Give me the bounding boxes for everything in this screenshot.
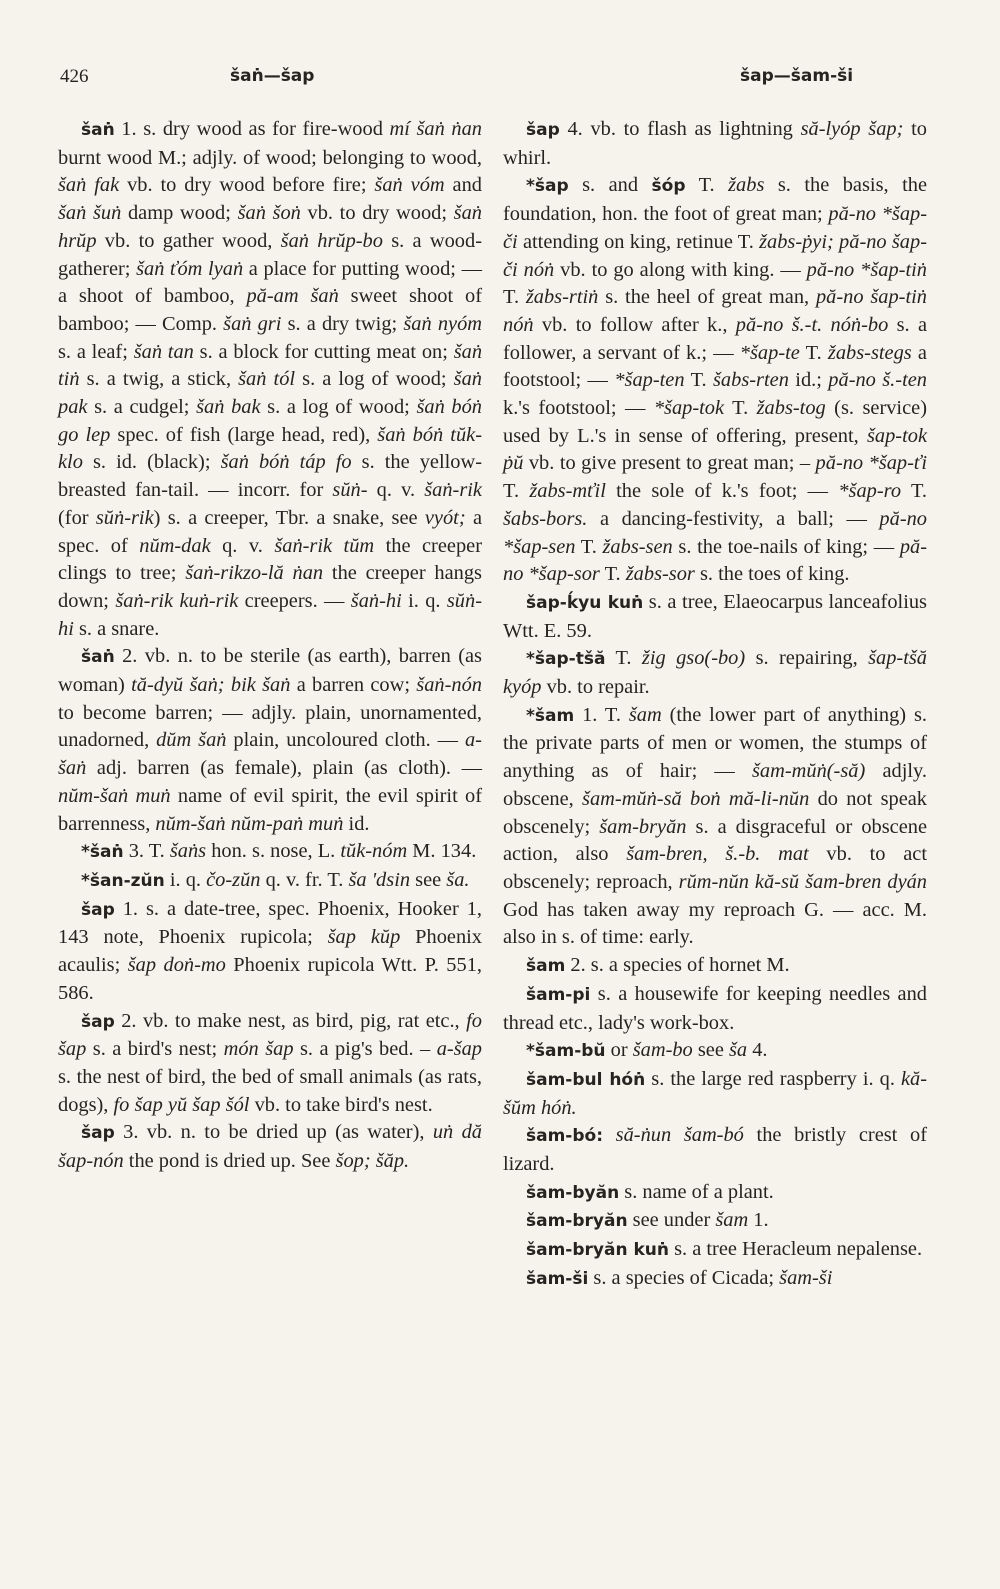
italic-term: šaṅ šoṅ	[237, 202, 301, 225]
headword: šam-ši	[526, 1268, 589, 1289]
entry-text: s. the toes of king.	[694, 563, 850, 586]
entry-text: k.'s footstool; —	[503, 397, 654, 420]
entry-text: T.	[724, 397, 757, 420]
italic-term: *šap-ro	[838, 480, 902, 503]
entry-text: s. a pig's bed. –	[293, 1038, 437, 1061]
dictionary-entry	[503, 116, 927, 172]
entry-text: M. 134.	[407, 840, 477, 863]
italic-term: šap-tšă kyóp	[503, 647, 927, 699]
dictionary-entry	[58, 1119, 482, 1175]
entry-text: vb. to follow after k.,	[533, 313, 736, 336]
entry-text: do not speak obscenely;	[503, 787, 927, 838]
entry-text: s. the yellow-breasted fan-tail. — incorr. for	[58, 451, 482, 502]
headword: šap	[81, 1011, 115, 1032]
dictionary-entry	[58, 643, 482, 838]
italic-term: šam-bryăn	[599, 815, 687, 838]
italic-term: kă-šŭm hóṅ.	[503, 1067, 927, 1119]
entry-text: q. v.	[367, 479, 425, 502]
right-column	[503, 116, 927, 1294]
entry-text: a footstool; —	[503, 341, 927, 392]
entry-text: id.	[343, 812, 370, 835]
italic-term: pă-no šap-tiṅ nóṅ	[503, 286, 928, 336]
entry-text: (for	[58, 506, 96, 529]
headword: *šap-tšă	[526, 649, 606, 670]
entry-text: to become barren; — adjly. plain, unornamented, unadorned,	[58, 701, 482, 752]
entry-text: adj. barren (as female), plain (as cloth). —	[86, 757, 482, 780]
entry-text: vb. to act obscenely; reproach,	[503, 843, 927, 893]
italic-term: žabs-rtiṅ	[525, 286, 599, 309]
italic-term: tă-dyŭ šaṅ; bik šaṅ	[131, 674, 291, 697]
entry-text: the creeper hangs down;	[58, 562, 482, 612]
dictionary-entry	[503, 1207, 927, 1236]
entry-text: s. repairing,	[745, 647, 869, 670]
entry-text: i. q.	[401, 589, 447, 612]
headword: *šam-bŭ	[526, 1041, 606, 1062]
entry-text: T.	[575, 535, 603, 558]
dictionary-entry	[503, 1265, 927, 1294]
italic-term: tŭk-nóm	[340, 840, 408, 863]
left-running-head: šaṅ—šap	[230, 66, 315, 86]
headword: šaṅ	[81, 647, 115, 668]
entry-text: s. a tree, Elaeocarpus lanceafolius Wtt. E. 59.	[503, 590, 927, 642]
entry-text: 1. s. dry wood as for fire-wood	[114, 118, 390, 140]
entry-text: T.	[684, 369, 713, 392]
italic-term: šaṅ-rikzo-lă ṅan	[185, 562, 324, 585]
entry-text: (s. service) used by L.'s in sense of offering, present,	[503, 397, 927, 447]
italic-term: šaṅ fak	[58, 174, 120, 197]
italic-term: šam-mŭṅ-să boṅ mă-li-nŭn	[582, 787, 810, 810]
entry-text: a place for putting wood; — a shoot of bamboo,	[58, 257, 482, 308]
dictionary-entry	[503, 589, 927, 645]
italic-term: pă-am šaṅ	[246, 285, 339, 308]
italic-term: a-šaṅ	[58, 729, 482, 780]
headword: šaṅ	[81, 120, 115, 140]
entry-text: s. a housewife for keeping needles and thread etc., lady's work-box.	[503, 982, 927, 1034]
italic-term: šaṅ tan	[133, 340, 194, 363]
entry-text: s. the toe-nails of king; —	[672, 535, 900, 558]
entry-text: i. q.	[164, 868, 207, 891]
italic-term: šam-bo	[632, 1039, 693, 1062]
entry-text: 1. T.	[574, 703, 629, 726]
italic-term: žabs-mťil	[529, 480, 606, 503]
italic-term: šap-tok ṗŭ	[503, 424, 927, 475]
entry-text: 4.	[747, 1039, 768, 1062]
italic-term: šaṅs	[169, 840, 207, 863]
entry-text: s. the large red raspberry i. q.	[645, 1067, 901, 1090]
italic-term: šam-bren, š.-b. mat	[626, 843, 809, 866]
entry-text: 1. s. a date-tree, spec. Phoenix, Hooker 1, 143 note, Phoenix rupicola;	[58, 897, 482, 949]
entry-text: 2. vb. to make nest, as bird, pig, rat etc.,	[114, 1009, 467, 1032]
dictionary-entry	[503, 702, 927, 952]
entry-text: a barren cow;	[290, 674, 417, 697]
headword: šap-ḱyu kuṅ	[526, 592, 644, 613]
entry-text: vb. to go along with king. —	[554, 258, 807, 281]
italic-term: šam-mŭṅ(-să)	[752, 760, 866, 783]
entry-text: s. the nest of bird, the bed of small animals (as rats, dogs),	[58, 1065, 482, 1116]
headword: šam-bul hóṅ	[526, 1069, 646, 1090]
entry-text: vb. to gather wood,	[96, 229, 281, 252]
italic-term: pă-no š.-t. nóṅ-bo	[735, 313, 889, 336]
entry-text: s. a block for cutting meat on;	[193, 340, 454, 363]
entry-text: 3. T.	[123, 840, 170, 863]
dictionary-entry	[503, 981, 927, 1037]
headword: *šaṅ	[81, 842, 124, 863]
italic-term: šaṅ-rik kuṅ-rik	[115, 589, 239, 612]
dictionary-entry	[503, 1037, 927, 1066]
entry-text: T.	[901, 480, 927, 503]
italic-term: šabs-bors.	[503, 507, 588, 530]
entry-text: attending on king, retinue T.	[517, 230, 760, 253]
entry-text: burnt wood M.; adjly. of wood; belonging to wood,	[58, 146, 482, 169]
italic-term: šaṅ bóṅ go lep	[58, 396, 482, 446]
italic-term: pă-no *šap-ťi	[815, 452, 927, 475]
entry-text: vb. to repair.	[541, 676, 650, 699]
entry-text: Phoenix acaulis;	[58, 926, 482, 977]
italic-term: šaṅ ťóm lyaṅ	[136, 257, 244, 280]
entry-text: s. a wood-gatherer;	[58, 229, 482, 280]
entry-text: vb. to dry wood before fire;	[119, 174, 375, 197]
entry-text: the sole of k.'s foot; —	[605, 480, 839, 503]
entry-text: T.	[503, 286, 526, 309]
italic-term: sŭṅ-rik	[95, 506, 154, 529]
italic-term: žabs-tog	[756, 397, 826, 420]
entry-text: q. v.	[210, 534, 275, 557]
italic-term: šap doṅ-mo	[127, 954, 226, 977]
entry-text: s. name of a plant.	[619, 1180, 774, 1203]
entry-text: s. a bird's nest;	[86, 1038, 224, 1061]
dictionary-entry	[503, 952, 927, 981]
entry-text	[603, 1124, 616, 1146]
italic-term: vyót;	[424, 506, 466, 529]
entry-text: q. v. fr. T.	[260, 868, 349, 891]
entry-text: T.	[599, 563, 626, 586]
italic-term: žabs-ṗyi; pă-no šap-či nóṅ	[503, 230, 927, 281]
entry-text: s. a log of wood;	[295, 368, 454, 391]
italic-term: šaṅ vóm	[374, 174, 445, 197]
entry-text: adjly. obscene,	[503, 760, 927, 810]
italic-term: ša	[729, 1039, 748, 1062]
right-running-head: šap—šam-ši	[740, 66, 854, 86]
italic-term: šaṅ-rik tŭm	[274, 534, 375, 557]
dictionary-entry	[503, 645, 927, 701]
entry-text: (the lower part of anything) s. the private parts of men or women, the stumps of anything as of hair; —	[503, 703, 927, 783]
entry-text: 4. vb. to flash as lightning	[559, 118, 801, 140]
headword: šam-bó:	[526, 1126, 604, 1147]
italic-term: a-šap	[436, 1038, 482, 1061]
entry-text: s. a disgraceful or obscene action, also	[503, 815, 928, 866]
italic-term: nŭm-šaṅ muṅ	[58, 784, 171, 807]
italic-term: žabs-stegs	[827, 341, 912, 364]
entry-text: s. a dry twig;	[281, 312, 404, 335]
entry-text: the creeper clings to tree;	[58, 534, 482, 585]
entry-text: the pond is dried up. See	[123, 1150, 336, 1173]
italic-term: *šap-tok	[653, 397, 725, 420]
italic-term: rŭm-nŭn kă-sŭ šam-bren dyán	[678, 870, 928, 893]
entry-text: s. a snare.	[73, 617, 160, 640]
italic-term: šam-ši	[779, 1266, 833, 1289]
headword: šóp	[651, 176, 686, 197]
italic-term: ša.	[446, 868, 470, 891]
italic-term: món šap	[223, 1038, 294, 1061]
italic-term: dŭm šaṅ	[156, 729, 227, 752]
entry-text: name of evil spirit, the evil spirit of barrenness,	[58, 784, 483, 835]
italic-term: žabs-sen	[602, 535, 673, 558]
italic-term: šaṅ hrŭp	[58, 202, 482, 252]
italic-term: šabs-rten	[713, 369, 789, 392]
entry-text: the bristly crest of lizard.	[503, 1124, 927, 1176]
italic-term: *šap-ten	[614, 369, 685, 392]
dictionary-entry	[503, 172, 927, 589]
dictionary-entry	[503, 1179, 927, 1208]
entry-text: T.	[799, 341, 828, 364]
headword: šap	[81, 1123, 115, 1144]
headword: *šap	[526, 176, 569, 197]
italic-term: šap kŭp	[327, 926, 401, 949]
entry-text: s. a species of Cicada;	[588, 1266, 780, 1289]
entry-text: T.	[605, 647, 642, 670]
entry-text: s. a leaf;	[58, 340, 134, 363]
italic-term: žabs-sor	[625, 563, 695, 586]
headword: šam-bryăn kuṅ	[526, 1240, 669, 1261]
dictionary-entry	[58, 116, 482, 643]
entry-text: or	[605, 1039, 633, 1062]
italic-term: pă-no *šap-tiṅ	[806, 258, 927, 281]
italic-term: šaṅ-nón	[416, 674, 482, 697]
entry-text: and	[444, 174, 482, 197]
italic-term: pă-no *šap-sor	[503, 535, 927, 586]
headword: *šan-zŭn	[81, 870, 165, 891]
entry-text: s. id. (black);	[82, 451, 221, 474]
entry-text: see	[410, 868, 447, 891]
entry-text: T.	[503, 480, 530, 503]
entry-text: hon. s. nose, L.	[206, 840, 341, 863]
italic-term: čo-zŭn	[206, 868, 261, 891]
entry-text: 1.	[748, 1209, 769, 1232]
italic-term: žabs	[728, 174, 765, 197]
italic-term: šaṅ tiṅ	[58, 340, 483, 391]
italic-term: šaṅ-rik	[424, 479, 482, 502]
entry-text: s. a log of wood;	[260, 396, 417, 419]
italic-term: šaṅ bóṅ tŭk-klo	[58, 423, 482, 474]
entry-text: God has taken away my reproach G. — acc. M. also in s. of time: early.	[503, 898, 927, 949]
entry-text: creepers. —	[238, 589, 351, 612]
entry-text: 3. vb. n. to be dried up (as water),	[114, 1121, 433, 1144]
italic-term: šaṅ šuṅ	[58, 202, 122, 225]
italic-term: šaṅ-hi	[350, 589, 402, 612]
italic-term: žig gso(-bo)	[641, 647, 746, 670]
entry-text: 2. s. a species of hornet M.	[565, 954, 790, 977]
headword: šap	[526, 120, 560, 140]
left-column	[58, 116, 482, 1176]
entry-text: ) s. a creeper, Tbr. a snake, see	[153, 506, 425, 529]
headword: šam-pi	[526, 984, 591, 1005]
entry-text: T.	[685, 174, 729, 197]
italic-term: šaṅ hrŭp-bo	[280, 229, 383, 252]
entry-text: to whirl.	[503, 118, 927, 169]
italic-term: nŭm-šaṅ nŭm-paṅ muṅ	[155, 812, 344, 835]
italic-term: šaṅ pak	[58, 368, 482, 419]
entry-text: s. a cudgel;	[87, 396, 197, 419]
headword: *šam	[526, 705, 575, 726]
page-number: 426	[60, 66, 89, 87]
italic-term: pă-no *šap-sen	[503, 507, 927, 558]
headword: šam-byăn	[526, 1182, 620, 1203]
entry-text: vb. to dry wood;	[300, 202, 454, 225]
dictionary-entry	[58, 1008, 482, 1120]
entry-text: s. a twig, a stick,	[79, 368, 239, 391]
italic-term: ša 'dsin	[348, 868, 411, 891]
headword: šam-bryăn	[526, 1211, 628, 1232]
entry-text: a spec. of	[58, 506, 482, 557]
entry-text: Phoenix rupicola Wtt. P. 551, 586.	[58, 954, 482, 1004]
dictionary-entry	[58, 867, 482, 896]
dictionary-entry	[503, 1236, 927, 1265]
italic-term: pă-no š.-ten	[828, 369, 927, 392]
entry-text: a dancing-festivity, a ball; —	[587, 507, 880, 530]
italic-term: sŭṅ-	[332, 479, 368, 502]
dictionary-entry	[58, 896, 482, 1008]
running-header	[60, 66, 940, 96]
entry-text: damp wood;	[121, 202, 238, 225]
entry-text: spec. of fish (large head, red),	[110, 423, 378, 446]
entry-text: s. a tree Heracleum nepalense.	[669, 1238, 923, 1261]
italic-term: sŭṅ-hi	[58, 589, 482, 640]
entry-text: s. the basis, the foundation, hon. the foot of great man;	[503, 174, 927, 226]
entry-text: s. and	[568, 174, 652, 197]
dictionary-entry	[503, 1066, 927, 1122]
entry-text: plain, uncoloured cloth. —	[226, 729, 465, 752]
entry-text: s. the heel of great man,	[598, 286, 816, 309]
entry-text: see under	[627, 1209, 716, 1232]
italic-term: šop; šăp.	[335, 1150, 410, 1173]
dictionary-entry	[503, 1122, 927, 1178]
italic-term: să-lyóp šap;	[800, 118, 904, 140]
entry-text: see	[692, 1039, 729, 1062]
italic-term: šaṅ tól	[238, 368, 296, 391]
italic-term: šam	[715, 1209, 749, 1232]
italic-term: mí šaṅ ṅan	[389, 118, 483, 140]
italic-term: fo šap yŭ šap šól	[113, 1093, 250, 1116]
headword: šam	[526, 956, 566, 977]
entry-text: 2. vb. n. to be sterile (as earth), barren (as woman)	[58, 645, 482, 697]
italic-term: šaṅ bak	[196, 396, 261, 419]
entry-text: vb. to take bird's nest.	[249, 1093, 433, 1116]
italic-term: nŭm-dak	[139, 534, 211, 557]
italic-term: šam	[628, 703, 662, 726]
entry-text: vb. to give present to great man; –	[523, 452, 816, 475]
entry-text: id.;	[788, 369, 829, 392]
italic-term: šaṅ gri	[223, 312, 282, 335]
italic-term: šaṅ bóṅ táp fo	[220, 451, 352, 474]
entry-text: sweet shoot of bamboo; — Comp.	[58, 285, 482, 335]
italic-term: pă-no *šap-či	[503, 203, 928, 253]
italic-term: să-ṅun šam-bó	[615, 1124, 744, 1147]
italic-term: uṅ dă šap-nón	[58, 1121, 482, 1173]
dictionary-entry	[58, 838, 482, 867]
entry-text: s. a follower, a servant of k.; —	[503, 313, 927, 364]
headword: šap	[81, 899, 115, 920]
italic-term: fo šap	[58, 1009, 482, 1061]
italic-term: šaṅ nyóm	[403, 312, 482, 335]
italic-term: *šap-te	[739, 341, 800, 364]
